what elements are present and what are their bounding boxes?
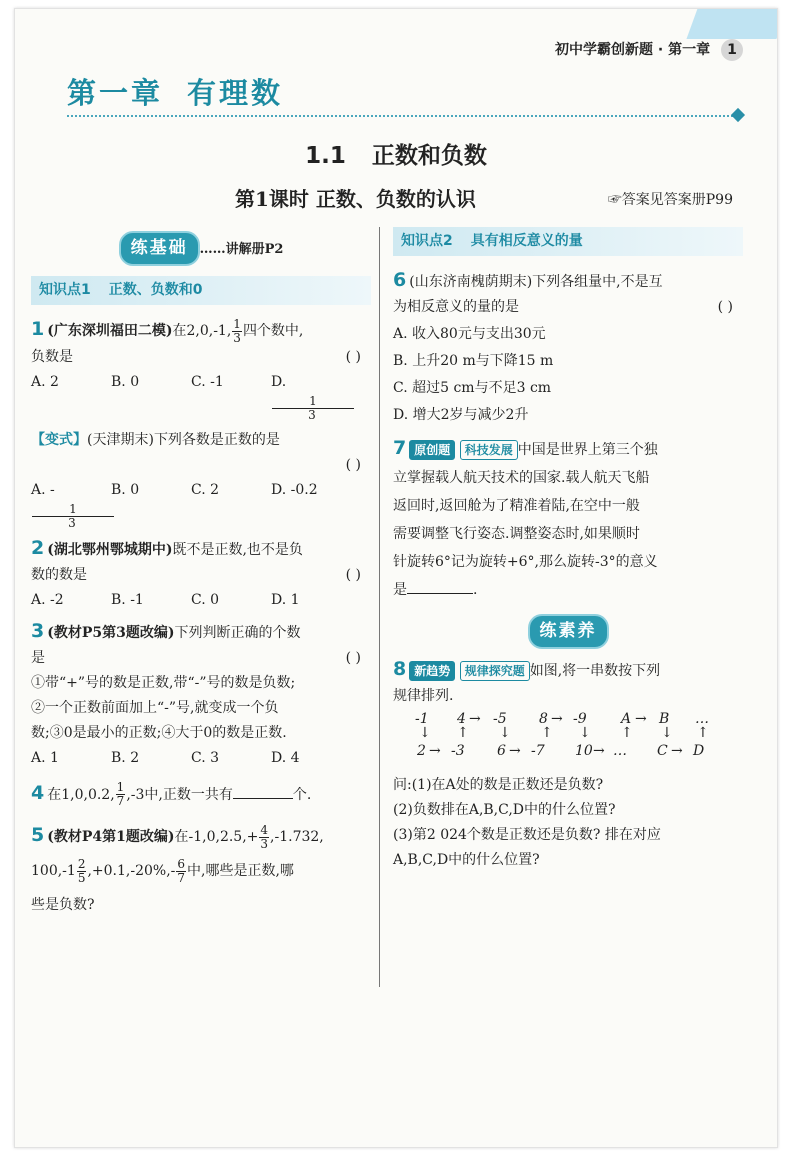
question-3 [31,619,371,771]
question-text: 个. [292,786,312,803]
running-header [555,39,743,61]
question-text: 在-1,0,2.5,+ [174,829,259,845]
page [14,8,778,1148]
question-4 [31,781,371,809]
section-title [15,137,777,170]
question-number: 4 [31,781,45,804]
question-source: (教材P4第1题改编) [47,829,175,845]
option-c: C. 3 [191,749,220,766]
arrow-up-icon: ↑ [457,725,469,741]
question-number: 2 [31,536,45,559]
sub-question: 问:(1)在A处的数是正数还是负数? [393,777,604,793]
arrow-right-icon: → [509,743,521,759]
question-text: 四个数中, [242,323,304,339]
column-divider [379,227,380,987]
answer-blank[interactable] [233,784,293,799]
seq-item: -1 [415,711,429,727]
sequence-diagram [415,713,735,767]
option-d: D. 增大2岁与减少2升 [393,407,529,423]
options [31,478,371,530]
arrow-right-icon: → [635,711,647,727]
diamond-icon [731,108,745,122]
chapter-label: 第一章 [67,76,164,110]
question-number: 3 [31,619,45,642]
question-number: 5 [31,824,45,846]
seq-item: 10 [575,743,593,759]
question-line: 是 . [393,576,743,604]
seq-item: A [621,711,632,727]
option-c: C. 2 [191,481,220,498]
arrow-right-icon: → [469,711,481,727]
arrow-right-icon: → [593,743,605,759]
option-a: A. -2 [31,591,64,608]
variant-question [31,428,371,530]
practice-badge: 练基础 [119,231,200,266]
option-b: B. 0 [111,373,140,390]
arrow-up-icon: ↑ [541,725,553,741]
options [31,588,371,613]
answer-bracket: ( ) [345,456,361,473]
practice-basics-header [31,231,371,266]
topic-tag: 科技发展 [460,440,518,460]
question-number: 7 [393,437,407,459]
arrow-right-icon: → [429,743,441,759]
question-line: 数的数是 ( ) [31,563,371,588]
question-line: 规律排列. [393,688,454,704]
question-number: 1 [31,318,45,340]
question-line: 返回时,返回舱为了精准着陆,在空中一般 [393,498,640,514]
answer-bracket: ( ) [345,649,361,666]
option-b: B. 2 [111,749,140,766]
question-line: 些是负数? [31,897,95,913]
variant-label: 【变式】 [31,431,87,448]
question-8 [393,657,743,873]
seq-item: … [613,743,627,759]
question-text: 下列判断正确的个数 [174,624,301,641]
fraction: $\frac{1}{3}$ [233,316,241,345]
seq-item: D [693,743,705,759]
seq-item: B [659,711,670,727]
option-c: C. 0 [191,591,220,608]
question-number: 8 [393,658,407,680]
answer-reference: ☞答案见答案册P99 [607,192,733,208]
fraction: $\frac{1}{7}$ [116,780,125,808]
question-text: 既不是正数,也不是负 [172,541,303,558]
chapter-name: 有理数 [187,76,284,110]
knowledge-point-1 [31,276,371,305]
seq-item: … [695,711,709,727]
arrow-right-icon: → [551,711,563,727]
question-number: 6 [393,269,407,291]
options [31,370,371,422]
question-7 [393,434,743,604]
option-d: D. 1 [271,591,300,608]
section-name: 正数和负数 [371,143,487,169]
question-line: 负数是 ( ) [31,345,371,370]
question-source: (教材P5第3题改编) [47,624,175,641]
option-c: C. 超过5 cm与不足3 cm [393,380,552,396]
lesson-title: 第1课时 正数、负数的认识 [235,187,476,211]
question-text: 在1,0,0.2, [47,786,115,803]
header-text: 初中学霸创新题 · 第一章 [555,42,711,58]
chapter-title [67,71,283,112]
option-a: A. 收入80元与支出30元 [393,326,546,342]
seq-item: C [657,743,668,759]
option-a: A. 1 [31,749,59,766]
question-line: 针旋转6°记为旋转+6°,那么旋转-3°的意义 [393,554,658,570]
kp-title: 正数、负数和0 [108,282,203,298]
trend-tag: 新趋势 [409,661,455,681]
practice-literacy-header [393,614,743,649]
option-d: D. $\frac{1}{3}$ [271,370,351,422]
arrow-down-icon: ↓ [661,725,673,741]
kp-title: 具有相反意义的量 [470,233,583,249]
question-source: (湖北鄂州鄂城期中) [47,541,173,558]
answer-bracket: ( ) [345,566,361,583]
section-number: 1.1 [305,143,346,169]
question-text: ,-3中,正数一共有 [126,786,233,803]
sub-question: (3)第2 024个数是正数还是负数? 排在对应 [393,827,661,843]
question-text: 下列各组量中,不是互 [532,274,663,290]
option-d: D. -0.2 [271,481,318,498]
original-tag: 原创题 [409,440,455,460]
option-b: B. -1 [111,591,144,608]
left-column [31,231,371,928]
question-6 [393,268,743,428]
knowledge-point-2 [393,227,743,256]
seq-item: -9 [573,711,587,727]
literacy-badge: 练素养 [528,614,609,649]
arrow-right-icon: → [671,743,683,759]
chapter-divider [67,115,737,117]
question-5: 5 (教材P4第1题改编)在-1,0,2.5,+ $\frac{4}{3}$ ,-1.732, 100,-1 $\frac{2}{5}$ ,+0.1,-20%,- $\frac{6}{7}$ 中,哪些是正数,哪 些是负数? [31,818,371,922]
question-text: 如图,将一串数按下列 [529,663,661,679]
option-c: C. -1 [191,373,224,390]
question-body: 数;③0是最小的正数;④大于0的数是正数. [31,724,287,741]
topic-tag: 规律探究题 [460,661,530,681]
question-text: 在2,0,-1, [172,323,232,339]
arrow-down-icon: ↓ [499,725,511,741]
question-line: 为相反意义的量的是 ( ) [393,295,743,320]
seq-item: -3 [451,743,465,759]
arrow-up-icon: ↑ [621,725,633,741]
answer-bracket: ( ) [345,348,361,365]
question-line: 立掌握载人航天技术的国家.载人航天飞船 [393,470,650,486]
question-text: 中国是世界上第三个独 [517,442,658,458]
page-corner-decoration [686,8,778,39]
option-b: B. 0 [111,481,140,498]
question-line: 100,-1 $\frac{2}{5}$ ,+0.1,-20%,- $\frac{6}{7}$ 中,哪些是正数,哪 [31,856,294,885]
arrow-down-icon: ↓ [419,725,431,741]
question-body: ②一个正数前面加上“-”号,就变成一个负 [31,699,279,716]
seq-item: 2 [417,743,426,759]
options [31,746,371,771]
question-line: 需要调整飞行姿态.调整姿态时,如果顺时 [393,526,640,542]
question-2 [31,536,371,613]
question-text: 下列各数是正数的是 [153,431,280,448]
option-d: D. 4 [271,749,300,766]
page-number: 1 [721,39,743,61]
seq-item: 6 [497,743,506,759]
right-column [393,227,743,879]
sub-question: (2)负数排在A,B,C,D中的什么位置? [393,802,616,818]
sub-question: A,B,C,D中的什么位置? [393,852,540,868]
seq-item: 4 [457,711,466,727]
seq-item: -7 [531,743,545,759]
option-a: A. 2 [31,373,59,390]
option-b: B. 上升20 m与下降15 m [393,353,554,369]
question-line: 是 ( ) [31,646,371,671]
arrow-up-icon: ↑ [697,725,709,741]
option-a: A. - $\frac{1}{3}$ [31,478,111,530]
arrow-down-icon: ↓ [579,725,591,741]
seq-item: 8 [539,711,548,727]
question-1 [31,317,371,422]
kp-label: 知识点1 [39,282,91,298]
practice-ref: ……讲解册P2 [199,242,284,257]
answer-blank[interactable] [407,579,473,594]
question-source: (山东济南槐荫期末) [409,274,533,290]
kp-label: 知识点2 [401,233,453,249]
seq-item: -5 [493,711,507,727]
answer-bracket: ( ) [717,299,733,315]
question-source: (天津期末) [87,431,154,448]
question-body: ①带“+”号的数是正数,带“-”号的数是负数; [31,674,296,691]
question-source: (广东深圳福田二模) [47,323,173,339]
